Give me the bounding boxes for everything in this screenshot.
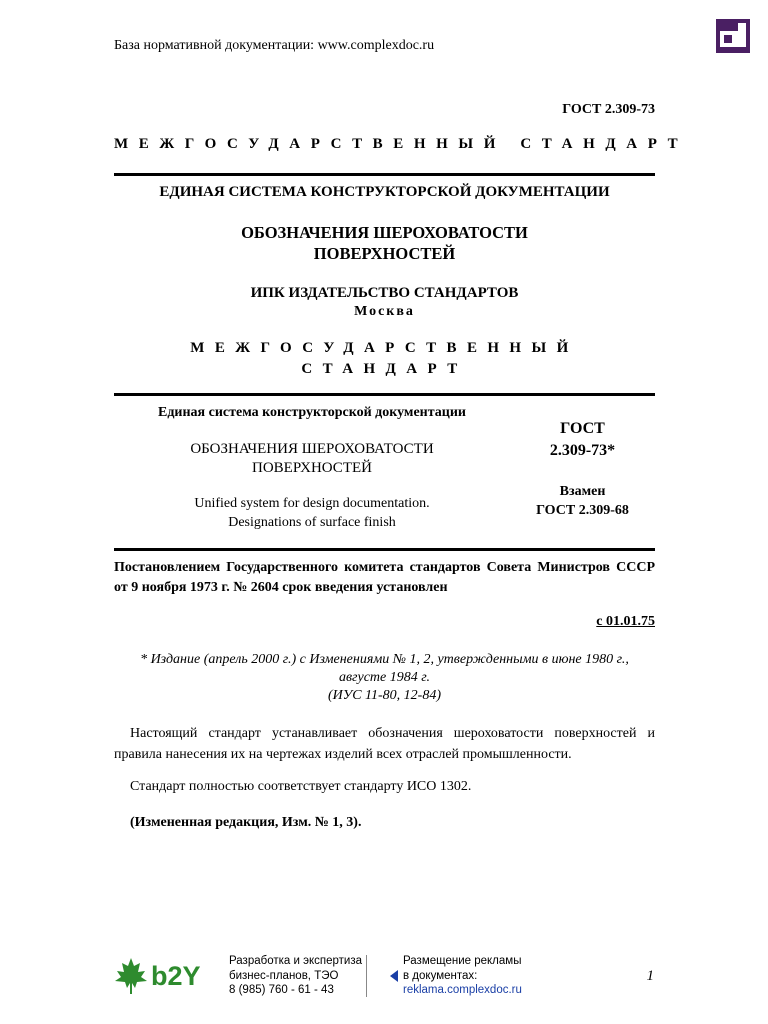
standard-heading-line2: СТАНДАРТ xyxy=(301,361,468,377)
english-title-line1: Unified system for design documentation. xyxy=(194,496,430,511)
interstate-standard-heading xyxy=(114,338,655,380)
ad2-line1: Размещение рекламы xyxy=(403,955,522,967)
english-title-line2: Designations of surface finish xyxy=(228,515,396,530)
edition-line1: * Издание (апрель 2000 г.) с Изменениями № 1, 2, утвержденными в июне 1980 г., xyxy=(140,652,629,667)
standard-heading-line1: МЕЖГОСУДАРСТВЕННЫЙ xyxy=(190,340,579,356)
replaces-block xyxy=(510,482,655,520)
gost-designation xyxy=(510,418,655,462)
b2y-logo-text: b2Y xyxy=(151,961,201,991)
b2y-logo[interactable] xyxy=(113,956,217,996)
gost-designation-number: 2.309-73* xyxy=(549,442,616,459)
footer-divider xyxy=(366,955,367,997)
standard-title xyxy=(114,440,510,478)
page-number: 1 xyxy=(646,968,654,984)
gost-label: ГОСТ xyxy=(560,420,605,437)
ad1-line3: 8 (985) 760 - 61 - 43 xyxy=(229,984,334,996)
replaces-number: ГОСТ 2.309-68 xyxy=(536,503,629,518)
system-title: ЕДИНАЯ СИСТЕМА КОНСТРУКТОРСКОЙ ДОКУМЕНТАЦИИ xyxy=(159,184,610,200)
paragraph-scope: Настоящий стандарт устанавливает обозначения шероховатости поверхностей и правила нанесения их на чертежах изделий всех отраслей промышленности. xyxy=(114,726,655,762)
divider xyxy=(114,548,655,551)
complexdoc-logo-icon[interactable] xyxy=(716,19,750,53)
paragraph-iso: Стандарт полностью соответствует стандарту ИСО 1302. xyxy=(130,779,472,794)
decree-text: Постановлением Государственного комитета стандартов Совета Министров СССР от 9 ноября 1973 г. № 2604 срок введения установлен xyxy=(114,560,655,595)
effective-date: с 01.01.75 xyxy=(596,614,655,629)
system-subtitle: Единая система конструкторской документации xyxy=(158,405,466,420)
advertising-ad[interactable] xyxy=(403,954,522,998)
edition-line3: (ИУС 11-80, 12-84) xyxy=(328,688,441,703)
ad2-link[interactable]: reklama.complexdoc.ru xyxy=(403,984,522,996)
replaces-label: Взамен xyxy=(559,484,606,499)
document-title xyxy=(114,222,655,264)
standard-title-line2: ПОВЕРХНОСТЕЙ xyxy=(252,460,372,476)
ad1-line2: бизнес-планов, ТЭО xyxy=(229,969,339,982)
divider xyxy=(114,393,655,396)
english-title xyxy=(114,494,510,532)
ad2-line2: в документах: xyxy=(403,969,478,982)
paragraph-amendment: (Измененная редакция, Изм. № 1, 3). xyxy=(130,815,362,830)
city: Москва xyxy=(354,304,415,319)
edition-note xyxy=(114,651,655,705)
publisher: ИПК ИЗДАТЕЛЬСТВО СТАНДАРТОВ xyxy=(250,285,519,301)
maple-leaf-icon xyxy=(115,958,147,994)
arrow-left-icon xyxy=(389,969,399,981)
edition-line2: августе 1984 г. xyxy=(338,670,431,685)
ad1-line1: Разработка и экспертиза xyxy=(229,955,363,967)
business-plan-ad[interactable] xyxy=(229,954,362,998)
document-title-line1: ОБОЗНАЧЕНИЯ ШЕРОХОВАТОСТИ xyxy=(241,223,528,242)
divider xyxy=(114,173,655,176)
document-title-line2: ПОВЕРХНОСТЕЙ xyxy=(313,244,456,263)
standard-title-line1: ОБОЗНАЧЕНИЯ ШЕРОХОВАТОСТИ xyxy=(190,441,434,457)
gost-number-header: ГОСТ 2.309-73 xyxy=(562,102,655,117)
interstate-standard-title: МЕЖГОСУДАРСТВЕННЫЙ СТАНДАРТ xyxy=(114,136,689,152)
header-source-text: База нормативной документации: www.complexdoc.ru xyxy=(114,38,435,53)
